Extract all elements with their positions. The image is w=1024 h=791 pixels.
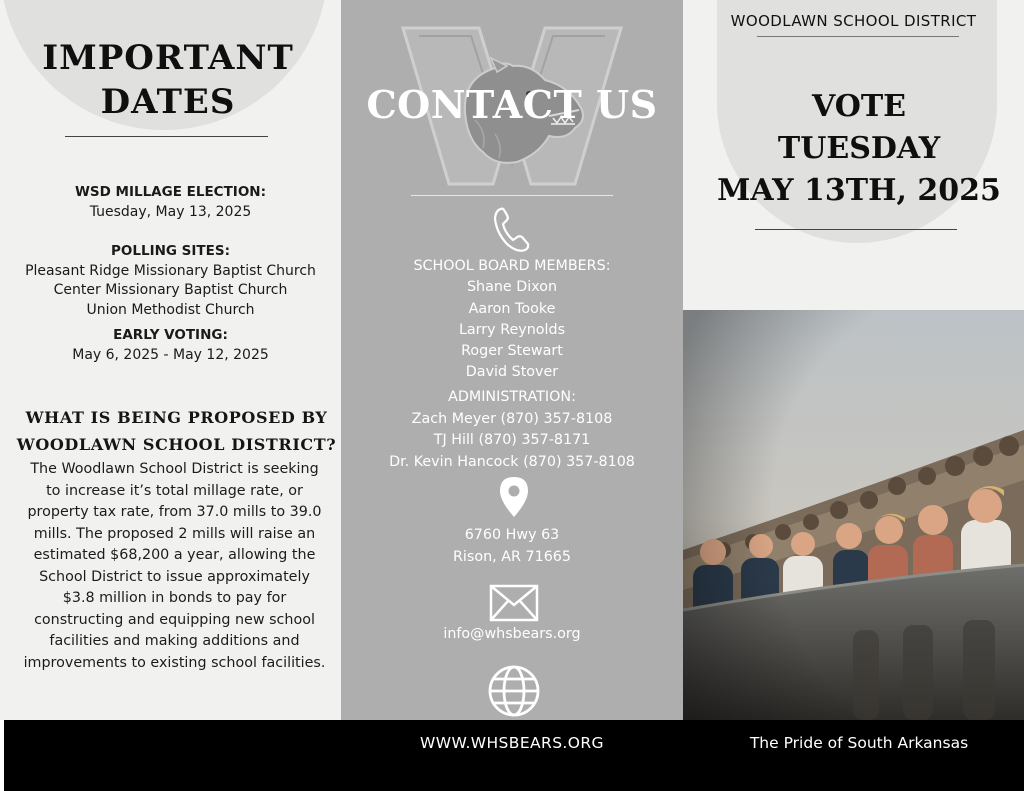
vote-line: TUESDAY (777, 131, 941, 166)
vote-panel (683, 0, 1024, 310)
election-date-block (0, 183, 341, 222)
administrator-contact: Zach Meyer (870) 357-8108 (411, 410, 613, 427)
vote-date-title (683, 86, 1024, 212)
board-member: Shane Dixon (466, 279, 558, 296)
divider (65, 136, 268, 137)
important-dates-title (0, 36, 336, 124)
address (341, 524, 683, 568)
location-pin-icon (498, 476, 530, 518)
administration-list (341, 387, 683, 473)
election-heading: WSD MILLAGE ELECTION: (75, 184, 266, 200)
address-line: 6760 Hwy 63 (464, 527, 560, 543)
divider (757, 36, 959, 37)
footer-tagline: The Pride of South Arkansas (749, 734, 969, 752)
polling-site: Union Methodist Church (86, 301, 255, 318)
board-member: Larry Reynolds (458, 321, 566, 338)
administrator-contact: TJ Hill (870) 357-8171 (433, 432, 591, 448)
important-dates-panel (0, 0, 341, 720)
proposal-description: The Woodlawn School District is seeking to increase it’s total millage rate, or property tax rate, from 37.0 mills to 39.0 mills. The proposed 2 mills will raise an estimated $68,200 a year, allowing the School District to issue approximately $3.8 million in bonds to pay for constructing and equipping new school facilities and making additions and improvements to existing school facilities. (23, 461, 326, 671)
district-name: WOODLAWN SCHOOL DISTRICT (730, 12, 977, 30)
administrator-contact: Dr. Kevin Hancock (870) 357-8108 (389, 453, 635, 470)
divider (411, 195, 613, 196)
contact-panel (341, 0, 683, 720)
proposal-title-line: WOODLAWN SCHOOL DISTRICT? (16, 435, 337, 454)
email-link[interactable]: info@whsbears.org (443, 626, 581, 642)
polling-sites-block (0, 242, 341, 320)
administration-heading: ADMINISTRATION: (448, 389, 576, 405)
globe-icon (487, 664, 541, 718)
election-date: Tuesday, May 13, 2025 (89, 203, 252, 220)
early-voting-heading: EARLY VOTING: (113, 327, 228, 343)
polling-heading: POLLING SITES: (111, 243, 230, 259)
stadium-crowd-photo (683, 310, 1024, 720)
footer-edge (0, 720, 4, 791)
early-voting-block (0, 326, 341, 365)
proposal-title-line: WHAT IS BEING PROPOSED BY (25, 408, 328, 427)
school-board-list (341, 256, 683, 384)
polling-site: Pleasant Ridge Missionary Baptist Church (25, 262, 316, 279)
contact-title: CONTACT US (366, 82, 658, 127)
website-link[interactable]: WWW.WHSBEARS.ORG (420, 734, 604, 752)
polling-site: Center Missionary Baptist Church (53, 282, 288, 298)
divider (755, 229, 957, 230)
title-line: IMPORTANT (42, 38, 294, 78)
early-voting-dates: May 6, 2025 - May 12, 2025 (72, 346, 269, 363)
board-member: David Stover (465, 364, 559, 381)
envelope-icon (489, 584, 539, 622)
board-member: Aaron Tooke (468, 300, 556, 317)
phone-icon (491, 206, 531, 254)
title-line: DATES (100, 82, 236, 122)
board-heading: SCHOOL BOARD MEMBERS: (413, 258, 611, 274)
proposal-title (0, 404, 341, 458)
board-member: Roger Stewart (461, 343, 563, 360)
vote-line: VOTE (811, 89, 907, 124)
vote-line: MAY 13TH, 2025 (717, 173, 1001, 208)
footer-bar (0, 720, 1024, 791)
address-line: Rison, AR 71665 (453, 549, 571, 565)
